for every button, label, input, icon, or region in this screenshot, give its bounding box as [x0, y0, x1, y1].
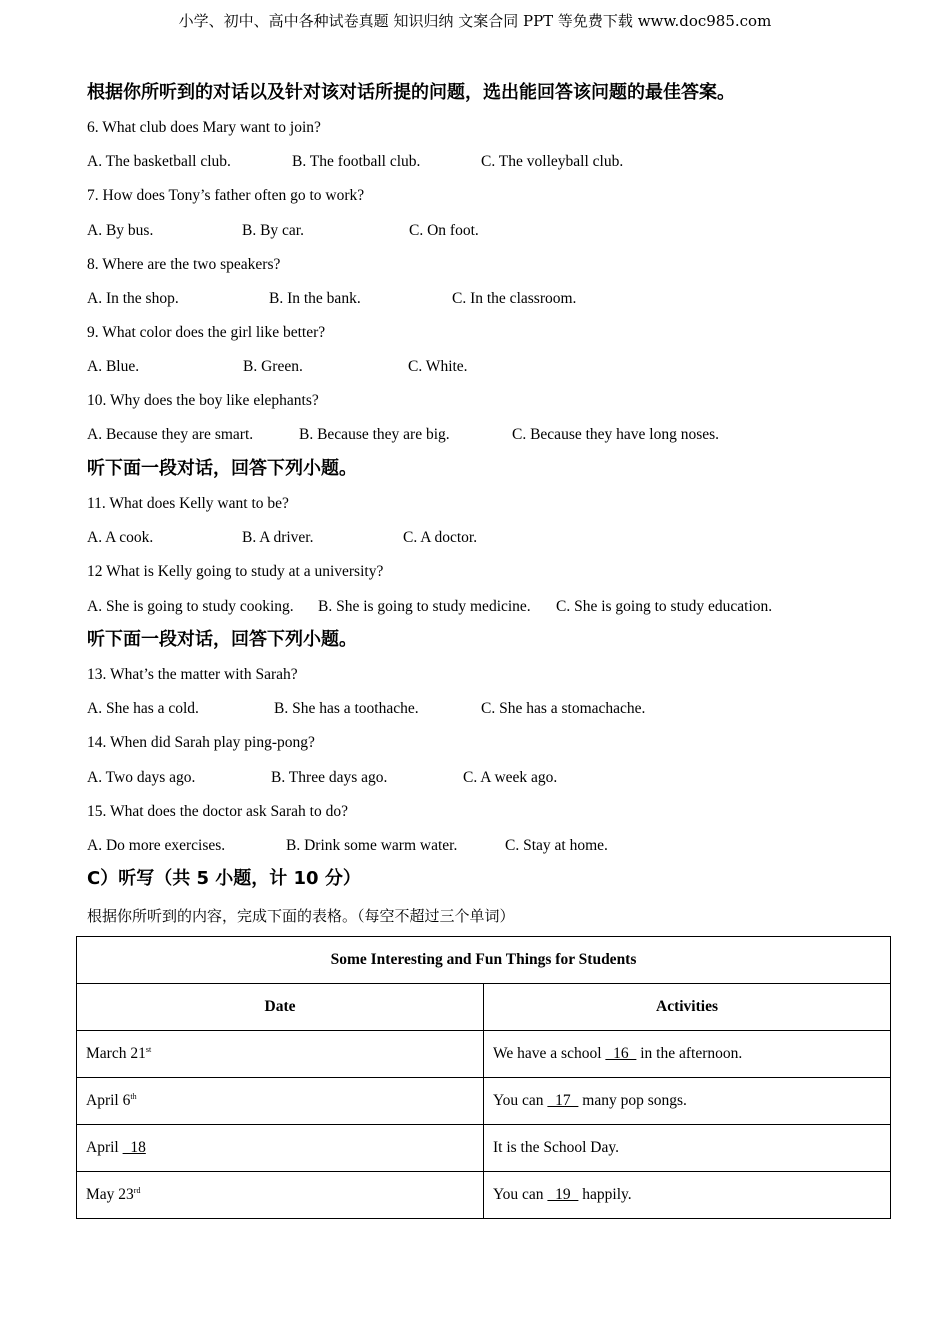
- option-a: A. In the shop.: [87, 290, 179, 307]
- option-a: A. Blue.: [87, 358, 140, 375]
- option-c: C. White.: [408, 358, 468, 375]
- question-8: 8. Where are the two speakers?: [87, 256, 281, 273]
- activity-text-end: many pop songs.: [578, 1092, 687, 1109]
- option-b: B. A driver.: [242, 529, 314, 546]
- option-b: B. Because they are big.: [299, 426, 450, 443]
- table-row: [77, 1172, 891, 1219]
- option-a: A. By bus.: [87, 222, 154, 239]
- blank-17: 17: [547, 1092, 579, 1109]
- date-cell: [77, 1031, 484, 1078]
- option-b: B. The football club.: [292, 153, 421, 170]
- table-row: [77, 1031, 891, 1078]
- option-a: A. Because they are smart.: [87, 426, 254, 443]
- section-instruction-2: 听下面一段对话，回答下列小题。: [87, 458, 357, 479]
- option-a: A. She has a cold.: [87, 700, 199, 717]
- option-c: C. On foot.: [409, 222, 479, 239]
- option-c: C. Stay at home.: [505, 837, 608, 854]
- blank-16: 16: [605, 1045, 637, 1062]
- page-header: 小学、初中、高中各种试卷真题 知识归纳 文案合同 PPT 等免费下载 www.doc985.com: [178, 12, 772, 30]
- date-cell: [77, 1125, 484, 1172]
- activity-text-end: in the afternoon.: [636, 1045, 743, 1062]
- activity-text: You can: [493, 1092, 548, 1109]
- option-c: C. She is going to study education.: [556, 598, 773, 615]
- column-header-date: Date: [77, 984, 484, 1031]
- option-b: B. Green.: [243, 358, 303, 375]
- option-a: A. She is going to study cooking.: [87, 598, 294, 615]
- question-12: 12 What is Kelly going to study at a university?: [87, 563, 384, 580]
- blank-18: 18: [122, 1139, 146, 1156]
- option-a: A. Do more exercises.: [87, 837, 226, 854]
- question-15: 15. What does the doctor ask Sarah to do?: [87, 803, 348, 820]
- option-b: B. She is going to study medicine.: [318, 598, 531, 615]
- option-c: C. The volleyball club.: [481, 153, 624, 170]
- section-c-instruction: 根据你所听到的内容，完成下面的表格。（每空不超过三个单词）: [87, 907, 515, 925]
- option-c: C. She has a stomachache.: [481, 700, 646, 717]
- table-row: [77, 1078, 891, 1125]
- date-suffix: rd: [133, 1185, 141, 1195]
- section-instruction-3: 听下面一段对话，回答下列小题。: [87, 629, 357, 650]
- options-14: [87, 768, 558, 788]
- question-7: 7. How does Tony’s father often go to work?: [87, 187, 365, 204]
- options-8: [87, 289, 577, 309]
- section-instruction: 根据你所听到的对话以及针对该对话所提的问题，选出能回答该问题的最佳答案。: [87, 82, 735, 103]
- date-suffix: th: [130, 1091, 137, 1101]
- date-cell: [77, 1078, 484, 1125]
- date-suffix: st: [145, 1044, 152, 1054]
- date-text: May 23: [86, 1186, 134, 1204]
- question-10: 10. Why does the boy like elephants?: [87, 392, 319, 409]
- options-6: [87, 152, 624, 172]
- options-10: [87, 425, 720, 445]
- option-a: A. The basketball club.: [87, 153, 231, 170]
- activity-text: We have a school: [493, 1045, 606, 1062]
- section-c-title: C）听写（共 5 小题，计 10 分）: [87, 868, 361, 889]
- options-13: [87, 699, 646, 719]
- question-6: 6. What club does Mary want to join?: [87, 119, 321, 136]
- date-text: April: [86, 1139, 123, 1156]
- option-b: B. She has a toothache.: [274, 700, 419, 717]
- activity-cell: [484, 1031, 891, 1078]
- option-c: C. A week ago.: [463, 769, 558, 786]
- option-a: A. A cook.: [87, 529, 154, 546]
- date-text: April 6: [86, 1092, 131, 1110]
- options-9: [87, 357, 468, 377]
- question-14: 14. When did Sarah play ping-pong?: [87, 734, 315, 751]
- option-c: C. In the classroom.: [452, 290, 577, 307]
- options-7: [87, 221, 479, 241]
- dictation-table: [76, 936, 891, 1219]
- table-title: Some Interesting and Fun Things for Students: [77, 937, 891, 984]
- activity-text: It is the School Day.: [493, 1139, 619, 1156]
- option-b: B. In the bank.: [269, 290, 361, 307]
- activity-text-end: happily.: [578, 1186, 632, 1203]
- activity-cell: [484, 1078, 891, 1125]
- question-13: 13. What’s the matter with Sarah?: [87, 666, 298, 683]
- option-b: B. By car.: [242, 222, 304, 239]
- options-15: [87, 836, 608, 856]
- table-row: [77, 1125, 891, 1172]
- option-a: A. Two days ago.: [87, 769, 196, 786]
- activity-cell: [484, 1125, 891, 1172]
- option-c: C. Because they have long noses.: [512, 426, 720, 443]
- option-c: C. A doctor.: [403, 529, 478, 546]
- question-9: 9. What color does the girl like better?: [87, 324, 326, 341]
- blank-19: 19: [547, 1186, 579, 1203]
- date-cell: [77, 1172, 484, 1219]
- options-12: [87, 597, 773, 617]
- activity-text: You can: [493, 1186, 548, 1203]
- option-b: B. Drink some warm water.: [286, 837, 458, 854]
- date-text: March 21: [86, 1045, 146, 1063]
- option-b: B. Three days ago.: [271, 769, 388, 786]
- activity-cell: [484, 1172, 891, 1219]
- question-11: 11. What does Kelly want to be?: [87, 495, 289, 512]
- table-title-row: [77, 937, 891, 984]
- column-header-activities: Activities: [484, 984, 891, 1031]
- table-header-row: [77, 984, 891, 1031]
- options-11: [87, 528, 478, 548]
